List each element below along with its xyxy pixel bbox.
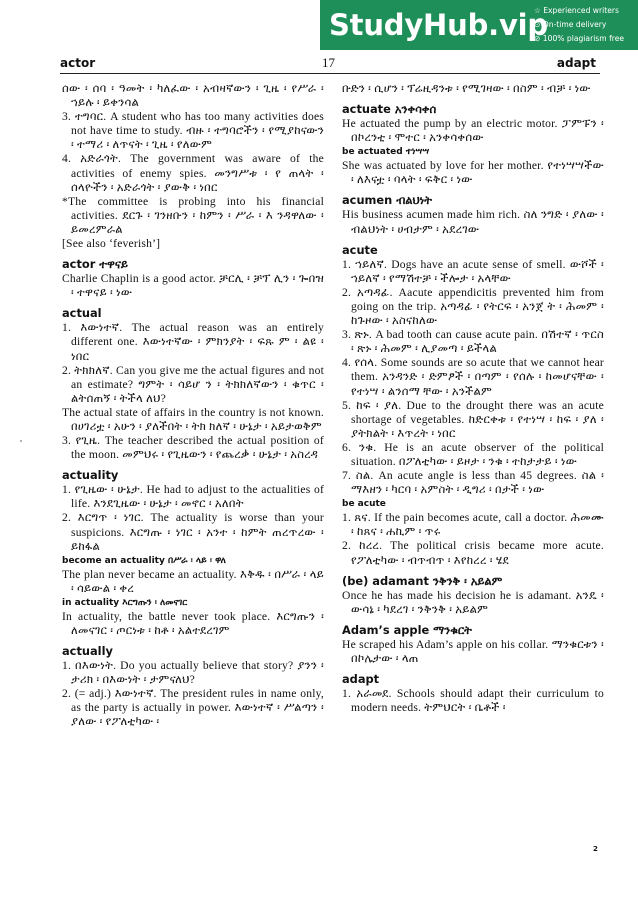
entry-headword: acute — [342, 242, 378, 257]
sub-entry-phrase: in actuality እርግጡን ፡ ለመናገር — [62, 597, 188, 608]
brand-logo[interactable]: StudyHub.vip — [329, 8, 548, 42]
left-column — [62, 82, 324, 730]
header-rule — [60, 73, 600, 74]
feature-plagiarism-free: ⊘ 100% plagiarism free — [534, 34, 625, 43]
page-number: 17 — [322, 55, 335, 70]
entry-text: The actual state of affairs in the country is not known. በሀገሪቷ ፡ አሁን ፡ ያለችበት ፡ ትክ ክለኛ ፡ ሁኔታ ፡ አይታወቅም — [62, 405, 324, 433]
entry-text: ቡድን ፡ ሲሆን ፡ ፕሬዚዳንቱ ፡ የሚገዛው ፡ በስም ፡ ብቻ ፡ ነው — [342, 82, 591, 95]
entry-headword: (be) adamant ንቅንቅ ፡ አይልም — [342, 573, 503, 588]
entry-text: Charlie Chaplin is a good actor. ቻርሊ ፡ ቻፕ ሊን ፡ ጐበዝ ፡ ተዋናይ ፡ ነው — [62, 272, 324, 300]
entry-headword: adapt — [342, 672, 380, 686]
feature-on-time-delivery: ⊙ On-time delivery — [534, 20, 607, 29]
entry-headword: Adam’s apple ማንቁርት — [342, 622, 472, 637]
entry-text: 2. ትክክለኛ. Can you give me the actual figures and not an estimate? ግምት ፡ ሳይሆ ን ፡ ትክክለኛውን ፡ ቁጥር ፡ ልትሰጠኝ ፡ ትችላ ለህ? — [62, 363, 324, 405]
entry-headword: acumen ብልህነት — [342, 193, 432, 208]
scan-speck — [20, 440, 22, 442]
entry-text: 2. አጣዳፊ. Aacute appendicitis prevented him from going on the trip. አጣዳፊ ፡ የትርፍ ፡ አንጀ ት ፡ ሕመም ፡ ከጉዞው ፡ አስናከለው — [342, 285, 604, 328]
entry-text: He scraped his Adam’s apple on his collar. ማንቁርቱን ፡ በኮሌታው ፡ ላጠ — [342, 637, 604, 665]
entry-text: 5. ከፍ ፡ ያለ. Due to the drought there was an acute shortage of vegetables. ከድርቀቱ ፡ የተነሣ ፡ ከፍ ፡ ያለ ፡ ያትክልት ፡ እጥረት ፡ ነበር — [342, 398, 604, 440]
entry-text: He actuated the pump by an electric motor. ፓምፑን ፡ በኮረንቲ ፡ ሞተር ፡ አንቀሳቀሰው — [342, 117, 604, 145]
entry-text: 1. እውነተኛ. The actual reason was an entirely different one. እውነተኛው ፡ ምክንያት ፡ ፍጹ ም ፡ ልዩ ፡ ነበር — [62, 321, 324, 363]
entry-text: 4. አድራጎት. The government was aware of the activities of enemy spies. መንግሥቱ ፡ የ ጠላት ፡ ሰላዮችን ፡ አድራጎት ፡ ያውቅ ፡ ነበር — [62, 152, 324, 194]
entry-text: She was actuated by love for her mother. የተነሣሣችው ፡ ለእናቷ ፡ ባላት ፡ ፍቅር ፡ ነው — [342, 159, 604, 187]
running-head-left: actor — [60, 56, 96, 70]
footer-page-mark: 2 — [593, 845, 598, 853]
entry-text: 2. (= adj.) እውነተኛ. The president rules in name only, as the party is actually in power. እውነተኛ ፡ ሥልጣን ፡ ያለው ፡ የፖለቲካው ፡ — [62, 687, 324, 729]
watermark-banner[interactable] — [320, 0, 638, 50]
entry-headword: actuate አንቀሳቀሰ — [342, 102, 437, 117]
entry-text: 2. እርግጥ ፡ ነገር. The actuality is worse than your suspicions. እርግጡ ፡ ነገር ፡ አንተ ፡ ከምት ጠረጥረው ፡ ይከፋል — [62, 511, 324, 553]
entry-text: [See also ‘feverish’] — [62, 237, 161, 251]
entry-text: In actuality, the battle never took place. እርግጡን ፡ ለመናገር ፡ ጦርነቱ ፡ ከቶ ፡ አልተደረገም — [62, 609, 324, 637]
entry-text: 7. ስል. An acute angle is less than 45 degrees. ስል ፡ ማእዘን ፡ ካርባ ፡ አምስት ፡ ዲግሪ ፡ በታች ፡ ነው — [342, 469, 604, 497]
entry-text: The plan never became an actuality. እቅዱ ፡ በሥራ ፡ ላይ ፡ ሳይውል ፡ ቀረ — [62, 567, 324, 595]
entry-headword: actual — [62, 306, 102, 321]
sub-entry-phrase: be acute — [342, 499, 386, 510]
entry-text: 1. ጸና. If the pain becomes acute, call a doctor. ሕመሙ ፡ ከጸና ፡ ሐኪም ፡ ጥሩ — [342, 511, 604, 539]
entry-text: 3. የጊዜ. The teacher described the actual position of the moon. መምህሩ ፡ የጊዜውን ፡ የጨረቃ ፡ ሁኔታ ፡ አስረዳ — [62, 434, 324, 462]
entry-headword: actuality — [62, 468, 119, 483]
entry-text: 1. በእውነት. Do you actually believe that story? ያንን ፡ ታሪክ ፡ በእውነት ፡ ታምናለህ? — [62, 659, 324, 687]
sub-entry-phrase: become an actuality በሥራ ፡ ላይ ፡ ዋለ — [62, 555, 226, 566]
entry-text: *The committee is probing into his financial activities. ደርጉ ፡ ገንዘቡን ፡ ከምን ፡ ሥራ ፡ እ ንዳዋለው ፡ ይመረምራል — [62, 194, 324, 236]
entry-headword: actually — [62, 644, 113, 659]
running-head-right: adapt — [556, 56, 596, 70]
entry-text: 4. የሰላ. Some sounds are so acute that we cannot hear them. አንዳንድ ፡ ድምፆች ፡ በጣም ፡ የሰሉ ፡ ከመሆናቸው ፡ የተነሣ ፡ ልንሰማ ቸው ፡ አንችልም — [342, 356, 604, 398]
entry-headword: actor ተዋናይ — [62, 257, 128, 272]
entry-text: 6. ንቁ. He is an acute observer of the political situation. በፖለቲካው ፡ ይዞታ ፡ ንቁ ፡ ተከታታይ ፡ ነው — [342, 440, 604, 468]
entry-text: His business acumen made him rich. ስለ ንግድ ፡ ያለው ፡ ብልህነት ፡ ሀብታም ፡ አደረገው — [342, 208, 604, 236]
right-column — [342, 82, 604, 715]
entry-text: Once he has made his decision he is adamant. አንዴ ፡ ውሳኔ ፡ ካደረገ ፡ ንቅንቅ ፡ አይልም — [342, 588, 604, 616]
entry-text: 3. ጽኑ. A bad tooth can cause acute pain. በሽተኛ ፡ ጥርስ ፡ ጽኑ ፡ ሕመም ፡ ሊያመጣ ፡ ይችላል — [342, 328, 604, 356]
entry-text: ሰው ፡ ሰባ ፡ ዓመት ፡ ካለፈው ፡ አብዛኛውን ፡ ጊዜ ፡ የሥራ ፡ ኀይሉ ፡ ይቀንሳል — [62, 82, 324, 110]
sub-entry-phrase: be actuated ተነሣሣ — [342, 147, 430, 158]
feature-experienced-writers: ☆ Experienced writers — [534, 6, 619, 15]
entry-text: 2. ከረረ. The political crisis became more acute. የፖለቲካው ፡ ብጥብጥ ፡ እየከረረ ፡ ሄደ — [342, 539, 604, 567]
entry-text: 1. ኀይለኛ. Dogs have an acute sense of smell. ውሾች ፡ ኀይለኛ ፡ የማሽተቻ ፡ ችሎታ ፡ አላቸው — [342, 257, 604, 285]
entry-text: 3. ተግባር. A student who has too many activities does not have time to study. ብዙ ፡ ተግባሮችን ፡ የሚያከናውን ፡ ተማሪ ፡ ለጥናት ፡ ጊዜ ፡ የለውም — [62, 110, 324, 152]
entry-text: 1. የጊዜው ፡ ሁኔታ. He had to adjust to the actualities of life. እንደጊዜው ፡ ሁኔታ ፡ መኖር ፡ አለበት — [62, 483, 324, 511]
entry-text: 1. አራመደ. Schools should adapt their curriculum to modern needs. ትምህርት ፡ ቤቶች ፡ — [342, 687, 604, 715]
